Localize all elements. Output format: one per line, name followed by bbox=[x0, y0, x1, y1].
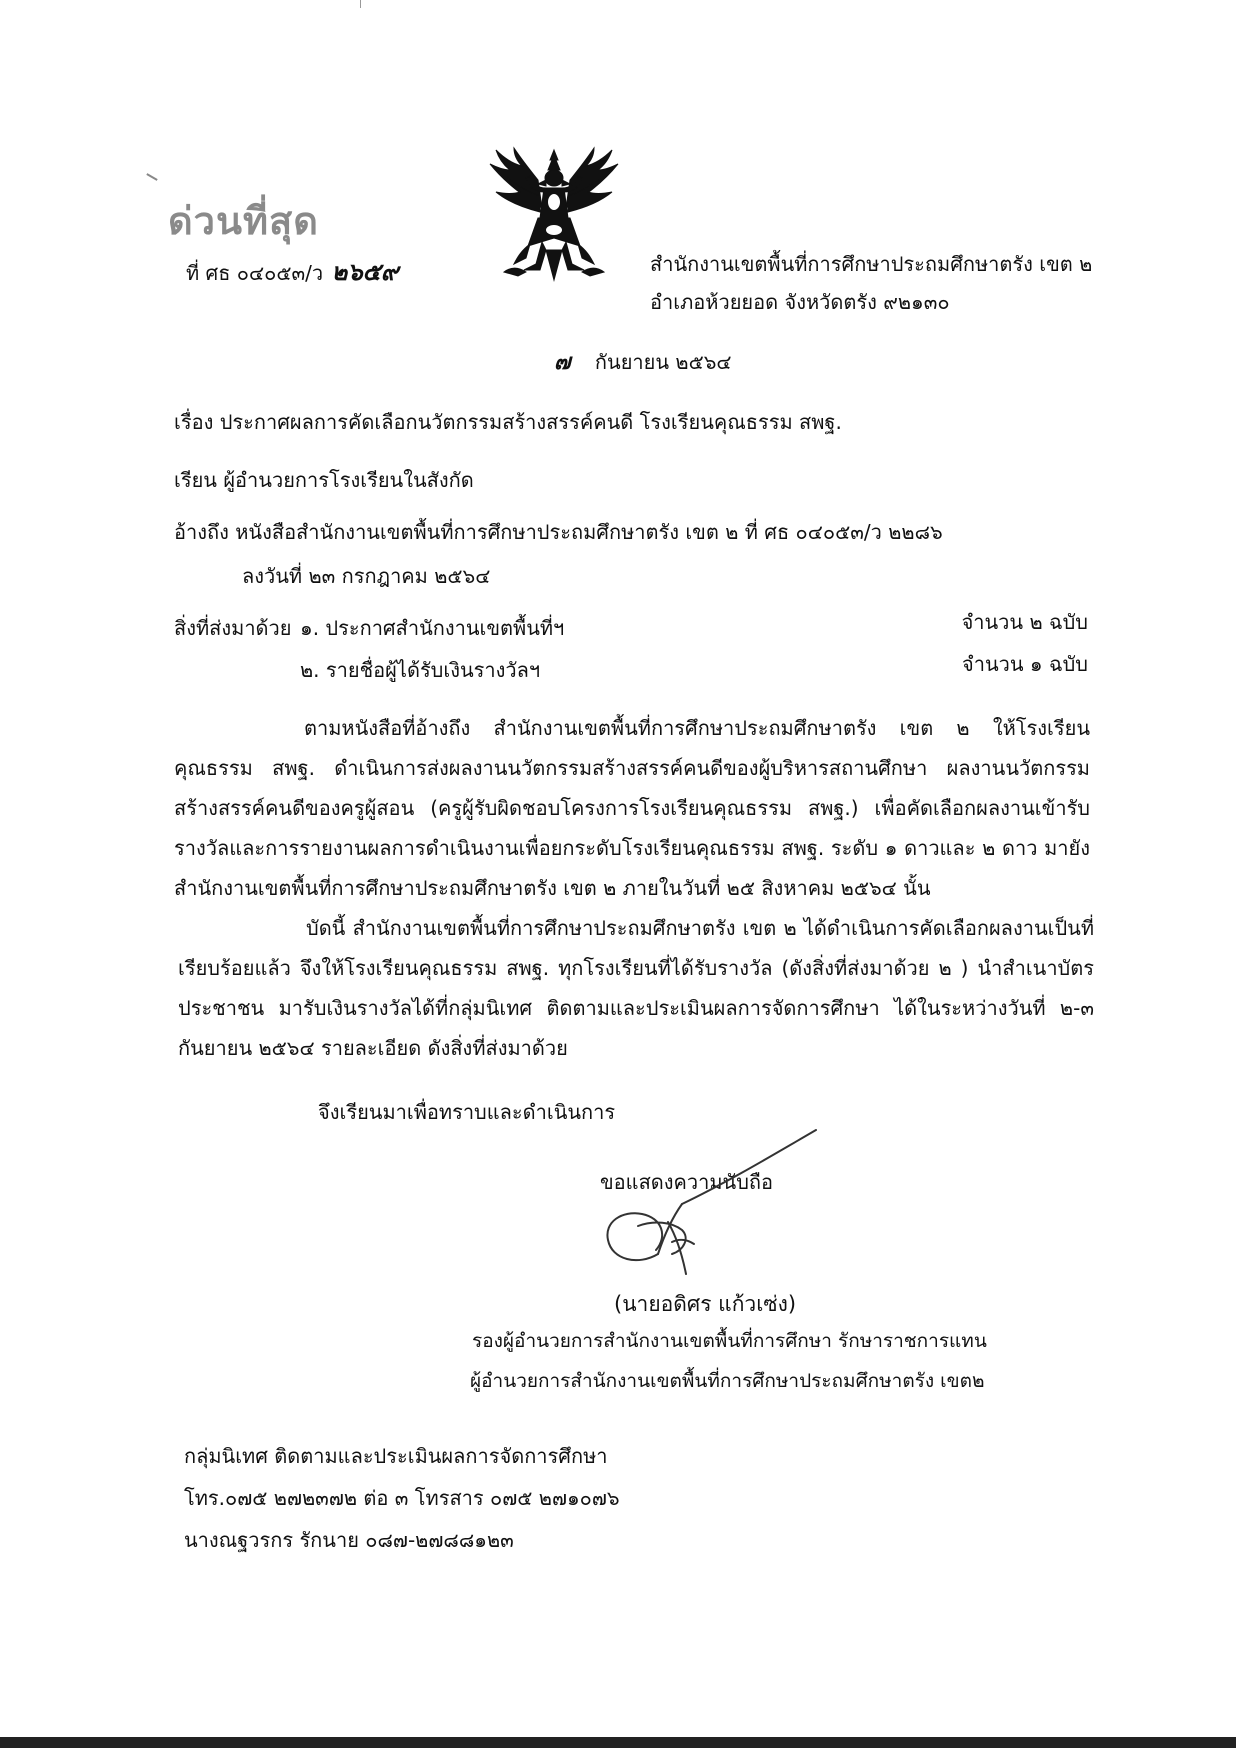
enclosures-label: สิ่งที่ส่งมาด้วย bbox=[174, 616, 292, 640]
handwritten-signature bbox=[598, 1126, 828, 1296]
document-number bbox=[186, 258, 398, 287]
date-month-year: กันยายน ๒๕๖๔ bbox=[594, 350, 732, 374]
document-number-handwritten: ๒๖๕๙ bbox=[331, 258, 399, 286]
enclosure-item: ๒. รายชื่อผู้ได้รับเงินรางวัลฯ bbox=[300, 658, 541, 682]
subject-line: เรื่อง ประกาศผลการคัดเลือกนวัตกรรมสร้างสรรค์คนดี โรงเรียนคุณธรรม สพฐ. bbox=[174, 410, 842, 434]
document-date bbox=[554, 348, 732, 377]
scan-border bbox=[0, 1737, 1236, 1748]
signer-position: ผู้อำนวยการสำนักงานเขตพื้นที่การศึกษาประถมศึกษาตรัง เขต๒ bbox=[470, 1370, 985, 1392]
enclosure-quantity: จำนวน ๒ ฉบับ bbox=[961, 610, 1088, 634]
urgency-stamp: ด่วนที่สุด bbox=[168, 199, 319, 243]
scan-mark bbox=[146, 173, 157, 181]
footer-unit: กลุ่มนิเทศ ติดตามและประเมินผลการจัดการศึกษา bbox=[184, 1444, 608, 1468]
reference-line: อ้างถึง หนังสือสำนักงานเขตพื้นที่การศึกษาประถมศึกษาตรัง เขต ๒ ที่ ศธ ๐๔๐๕๓/ว ๒๒๘๖ bbox=[174, 520, 943, 544]
signer-name: (นายอดิศร แก้วเซ่ง) bbox=[614, 1292, 797, 1316]
scan-mark bbox=[360, 0, 361, 8]
body-paragraph: บัดนี้ สำนักงานเขตพื้นที่การศึกษาประถมศึกษาตรัง เขต ๒ ได้ดำเนินการคัดเลือกผลงานเป็นที่เรียบร้อยแล้ว จึงให้โรงเรียนคุณธรรม สพฐ. ทุกโรงเรียนที่ได้รับรางวัล (ดังสิ่งที่ส่งมาด้วย ๒ ) นำสำเนาบัตรประชาชน มารับเงินรางวัลได้ที่กลุ่มนิเทศ ติดตามและประเมินผลการจัดการศึกษา ได้ในระหว่างวันที่ ๒-๓ กันยายน ๒๕๖๔ รายละเอียด ดังสิ่งที่ส่งมาด้วย bbox=[178, 916, 1094, 1060]
signer-position: รองผู้อำนวยการสำนักงานเขตพื้นที่การศึกษา รักษาราชการแทน bbox=[472, 1330, 987, 1352]
office-address: อำเภอห้วยยอด จังหวัดตรัง ๙๒๑๓๐ bbox=[650, 290, 950, 314]
office-name: สำนักงานเขตพื้นที่การศึกษาประถมศึกษาตรัง เขต ๒ bbox=[650, 252, 1093, 276]
reference-date-line: ลงวันที่ ๒๓ กรกฎาคม ๒๕๖๔ bbox=[242, 564, 491, 588]
garuda-emblem-icon bbox=[484, 146, 624, 286]
enclosure-item: ๑. ประกาศสำนักงานเขตพื้นที่ฯ bbox=[300, 616, 565, 640]
regards-line: ขอแสดงความนับถือ bbox=[600, 1170, 774, 1194]
closing-sentence: จึงเรียนมาเพื่อทราบและดำเนินการ bbox=[318, 1100, 616, 1124]
document-number-prefix: ที่ ศธ ๐๔๐๕๓/ว bbox=[186, 261, 324, 285]
footer-phone: โทร.๐๗๕ ๒๗๒๓๗๒ ต่อ ๓ โทรสาร ๐๗๕ ๒๗๑๐๗๖ bbox=[184, 1486, 620, 1510]
enclosure-quantity: จำนวน ๑ ฉบับ bbox=[962, 652, 1088, 676]
footer-contact: นางณฐวรกร รักนาย ๐๘๗-๒๗๘๘๑๒๓ bbox=[184, 1528, 514, 1552]
date-day-handwritten: ๗ bbox=[554, 350, 571, 375]
body-paragraph: ตามหนังสือที่อ้างถึง สำนักงานเขตพื้นที่การศึกษาประถมศึกษาตรัง เขต ๒ ให้โรงเรียนคุณธรรม สพฐ. ดำเนินการส่งผลงานนวัตกรรมสร้างสรรค์คนดีของผู้บริหารสถานศึกษา ผลงานนวัตกรรมสร้างสรรค์คนดีของครูผู้สอน (ครูผู้รับผิดชอบโครงการโรงเรียนคุณธรรม สพฐ.) เพื่อคัดเลือกผลงานเข้ารับรางวัลและการรายงานผลการดำเนินงานเพื่อยกระดับโรงเรียนคุณธรรม สพฐ. ระดับ ๑ ดาวและ ๒ ดาว มายังสำนักงานเขตพื้นที่การศึกษาประถมศึกษาตรัง เขต ๒ ภายในวันที่ ๒๕ สิงหาคม ๒๕๖๔ นั้น bbox=[174, 716, 1090, 900]
addressee-line: เรียน ผู้อำนวยการโรงเรียนในสังกัด bbox=[174, 468, 474, 492]
